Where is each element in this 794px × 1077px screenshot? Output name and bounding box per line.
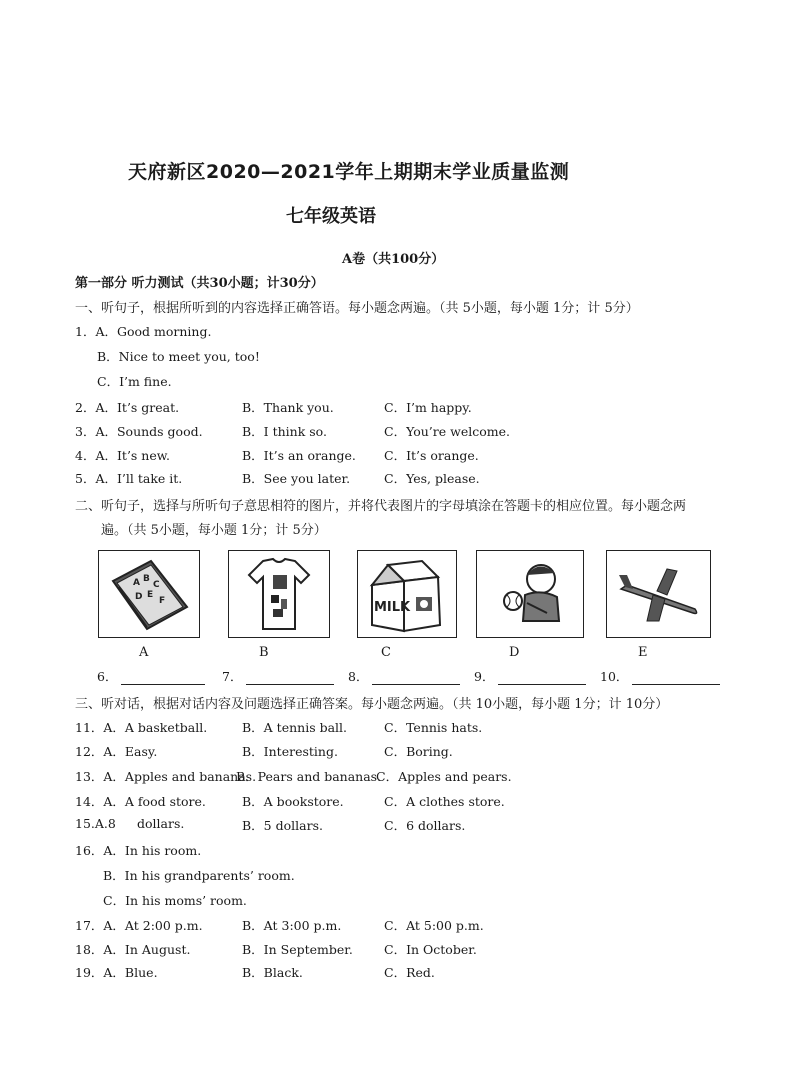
q2-option-a: 2．A．It’s great. <box>75 400 180 415</box>
q16-option-c: C．In his moms’ room. <box>103 893 247 908</box>
answer-blank-7[interactable]: 7． <box>222 667 334 685</box>
q5-option-a: 5．A．I’ll take it. <box>75 471 183 486</box>
picture-c <box>357 550 457 638</box>
section-1-title: 一、听句子，根据所听到的内容选择正确答语。每小题念两遍。（共 5小题，每小题 1分；计 5分） <box>75 301 639 316</box>
q4-option-c: C．It’s orange. <box>384 448 479 463</box>
part-title: 第一部分 听力测试（共30小题；计30分） <box>75 276 324 291</box>
boy-with-ball-icon <box>477 551 583 637</box>
picture-label-b: B <box>259 645 269 660</box>
q3-option-a: 3．A．Sounds good. <box>75 424 203 439</box>
q16-option-b: B．In his grandparents’ room. <box>103 868 295 883</box>
q14-option-a: 14．A．A food store. <box>75 794 206 809</box>
q5-option-b: B．See you later. <box>242 471 351 486</box>
picture-b <box>228 550 330 638</box>
alphabet-book-icon <box>99 551 199 637</box>
volume-label: A卷（共100分） <box>342 252 445 267</box>
q12-option-c: C．Boring. <box>384 744 453 759</box>
svg-text:E: E <box>147 590 154 600</box>
q11-option-c: C．Tennis hats. <box>384 720 483 735</box>
q4-option-a: 4．A．It’s new. <box>75 448 170 463</box>
q1-option-a: 1．A．Good morning. <box>75 324 212 339</box>
q11-option-a: 11．A．A basketball. <box>75 720 208 735</box>
q15-option-a-unit: dollars. <box>137 816 185 831</box>
exam-title: 天府新区2020—2021学年上期期末学业质量监测 <box>128 161 570 183</box>
q14-option-b: B．A bookstore. <box>242 794 344 809</box>
section-2-title-line1: 二、听句子，选择与所听句子意思相符的图片，并将代表图片的字母填涂在答题卡的相应位置。每小题念两 <box>75 499 687 514</box>
q11-option-b: B．A tennis ball. <box>242 720 348 735</box>
picture-label-a: A <box>139 645 149 660</box>
section-3-title: 三、听对话，根据对话内容及问题选择正确答案。每小题念两遍。（共 10小题，每小题 1分；计 10分） <box>75 697 669 712</box>
q13-option-c: C．Apples and pears. <box>376 769 512 784</box>
q1-option-c: C．I’m fine. <box>97 374 172 389</box>
svg-text:C: C <box>153 580 160 590</box>
picture-a <box>98 550 200 638</box>
q17-option-a: 17．A．At 2:00 p.m. <box>75 918 203 933</box>
picture-label-d: D <box>509 645 520 660</box>
svg-text:A: A <box>133 578 140 588</box>
picture-e <box>606 550 711 638</box>
q19-option-b: B．Black. <box>242 965 303 980</box>
q2-option-b: B．Thank you. <box>242 400 334 415</box>
milk-label: MILK <box>374 600 411 615</box>
q4-option-b: B．It’s an orange. <box>242 448 356 463</box>
q15-option-b: B．5 dollars. <box>242 818 323 833</box>
q18-option-b: B．In September. <box>242 942 353 957</box>
picture-d <box>476 550 584 638</box>
q12-option-a: 12．A．Easy. <box>75 744 158 759</box>
q5-option-c: C．Yes, please. <box>384 471 480 486</box>
q14-option-c: C．A clothes store. <box>384 794 505 809</box>
q17-option-b: B．At 3:00 p.m. <box>242 918 342 933</box>
q13-option-a: 13．A．Apples and bananas. <box>75 769 257 784</box>
svg-text:D: D <box>135 592 143 602</box>
answer-blank-9[interactable]: 9． <box>474 667 586 685</box>
q19-option-a: 19．A．Blue. <box>75 965 158 980</box>
q19-option-c: C．Red. <box>384 965 435 980</box>
answer-blank-6[interactable]: 6． <box>97 667 205 685</box>
q15-option-a: 15.A.8 <box>75 816 116 831</box>
q2-option-c: C．I’m happy. <box>384 400 472 415</box>
q16-option-a: 16．A．In his room. <box>75 843 202 858</box>
exam-subtitle: 七年级英语 <box>286 206 376 227</box>
q12-option-b: B．Interesting. <box>242 744 338 759</box>
svg-text:F: F <box>159 596 166 606</box>
airplane-icon <box>607 551 710 637</box>
svg-text:B: B <box>143 574 150 584</box>
answer-blank-10[interactable]: 10． <box>600 667 720 685</box>
q3-option-b: B．I think so. <box>242 424 327 439</box>
q13-option-b: B．Pears and bananas. <box>236 769 382 784</box>
q3-option-c: C．You’re welcome. <box>384 424 510 439</box>
milk-carton-icon <box>358 551 456 637</box>
q17-option-c: C．At 5:00 p.m. <box>384 918 484 933</box>
section-2-title-line2: 遍。（共 5小题，每小题 1分；计 5分） <box>101 523 327 538</box>
q1-option-b: B．Nice to meet you, too! <box>97 349 260 364</box>
q18-option-c: C．In October. <box>384 942 477 957</box>
picture-label-c: C <box>381 645 391 660</box>
picture-label-e: E <box>638 645 648 660</box>
t-shirt-icon <box>229 551 329 637</box>
answer-blank-8[interactable]: 8． <box>348 667 460 685</box>
q18-option-a: 18．A．In August. <box>75 942 191 957</box>
q15-option-c: C．6 dollars. <box>384 818 466 833</box>
